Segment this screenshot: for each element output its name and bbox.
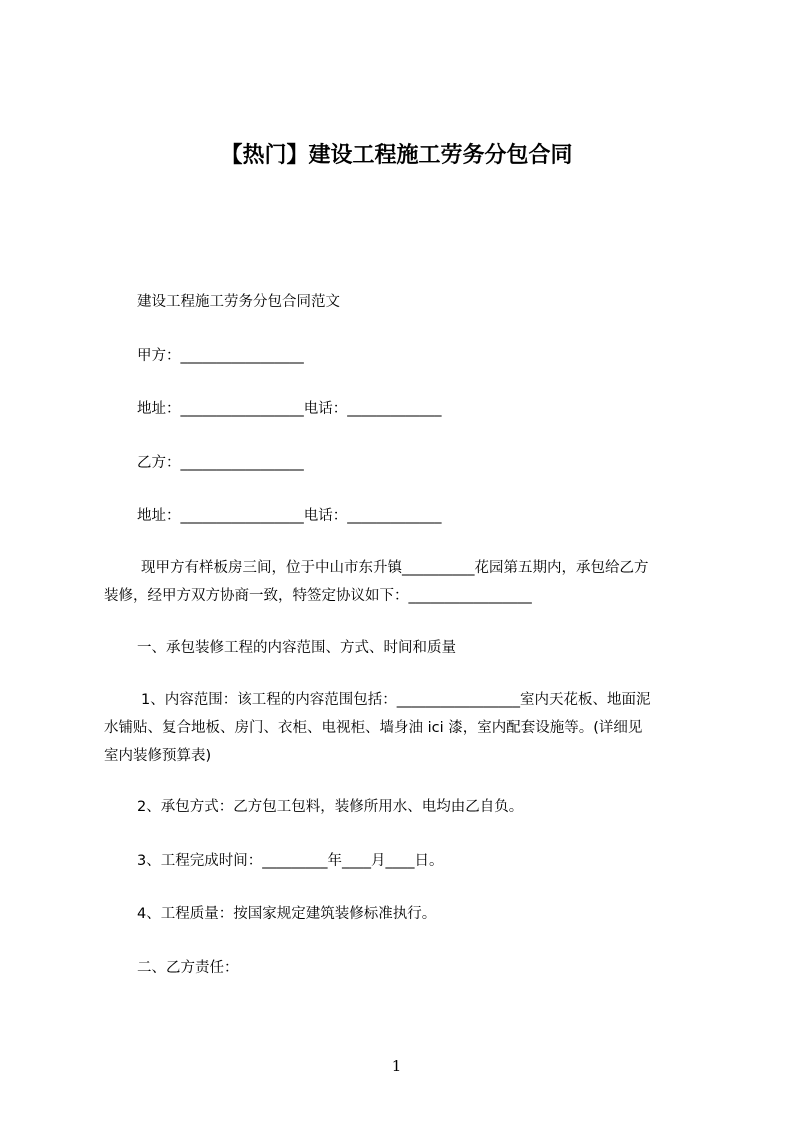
contract-method-line: 2、承包方式：乙方包工包料，装修所用水、电均由乙自负。 xyxy=(137,799,524,815)
document-title: 【热门】建设工程施工劳务分包合同 xyxy=(220,143,573,168)
section-2-heading: 二、乙方责任： xyxy=(137,960,239,976)
page-number: 1 xyxy=(391,1057,402,1075)
completion-time-line: 3、工程完成时间：_________年____月____日。 xyxy=(137,853,444,869)
party-b-address-line: 地址：_________________电话：_____________ xyxy=(137,508,442,524)
scope-line: 水铺贴、复合地板、房门、衣柜、电视柜、墙身油 ici 漆，室内配套设施等。(详细见 xyxy=(104,720,643,736)
scope-line: 1、内容范围：该工程的内容范围包括：_________________室内天花板、地面泥 xyxy=(141,692,651,708)
intro-line: 装修，经甲方双方协商一致，特签定协议如下：_________________ xyxy=(104,588,532,604)
quality-line: 4、工程质量：按国家规定建筑装修标准执行。 xyxy=(137,906,437,922)
scope-paragraph xyxy=(104,686,698,770)
party-a-line: 甲方：_________________ xyxy=(137,348,304,364)
party-b-line: 乙方：_________________ xyxy=(137,455,304,471)
intro-paragraph xyxy=(104,554,698,610)
scope-line: 室内装修预算表) xyxy=(104,748,212,764)
contract-subtitle: 建设工程施工劳务分包合同范文 xyxy=(137,294,340,310)
party-a-address-line: 地址：_________________电话：_____________ xyxy=(137,401,442,417)
section-1-heading: 一、承包装修工程的内容范围、方式、时间和质量 xyxy=(137,640,456,656)
intro-line: 现甲方有样板房三间，位于中山市东升镇__________花园第五期内，承包给乙方 xyxy=(141,560,649,576)
